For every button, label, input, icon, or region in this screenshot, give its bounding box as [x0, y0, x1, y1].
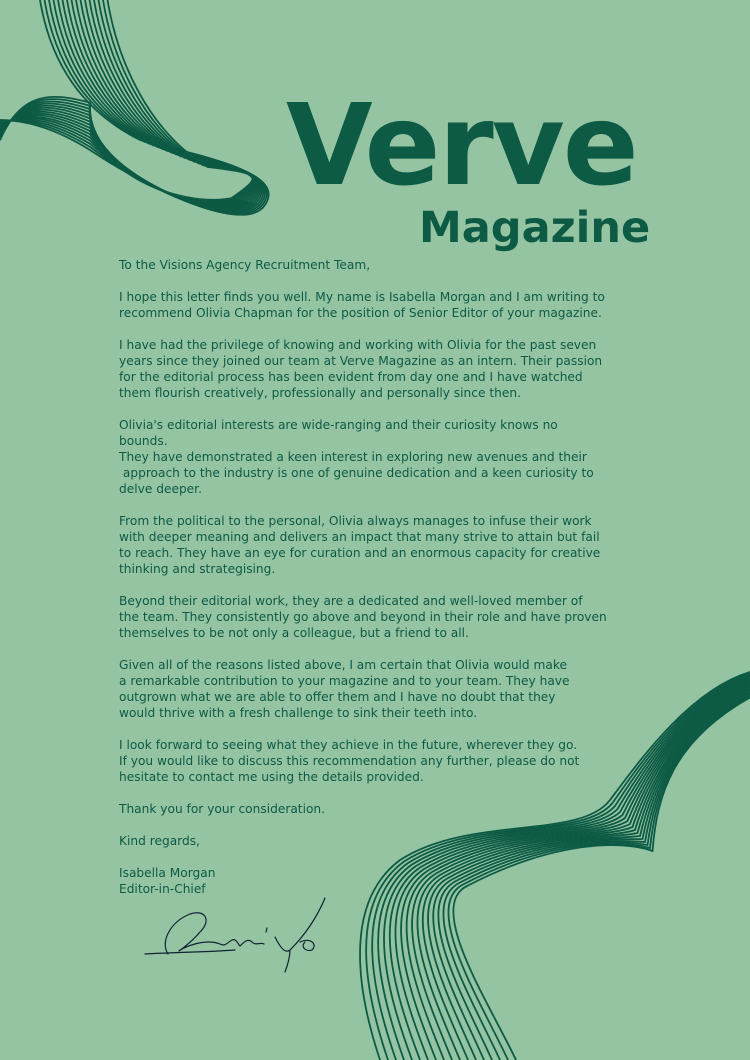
letter-paragraph: [119, 833, 639, 849]
letter-line: them flourish creatively, professionally and personally since then.: [119, 386, 521, 400]
letter-line: thinking and strategising.: [119, 562, 276, 576]
letter-line: Isabella Morgan: [119, 866, 216, 880]
letter-line: I hope this letter finds you well. My name is Isabella Morgan and I am writing to: [119, 290, 605, 304]
magazine-title: Verve: [286, 81, 637, 211]
letter-line: years since they joined our team at Verve Magazine as an intern. Their passion: [119, 354, 603, 368]
letter-line: hesitate to contact me using the details provided.: [119, 770, 424, 784]
letter-paragraph: [119, 801, 639, 817]
letter-line: To the Visions Agency Recruitment Team,: [119, 258, 371, 272]
letter-line: the team. They consistently go above and beyond in their role and have proven: [119, 610, 607, 624]
letter-line: delve deeper.: [119, 482, 202, 496]
letter-line: bounds.: [119, 434, 168, 448]
letter-paragraph: [119, 337, 639, 401]
letter-line: a remarkable contribution to your magazine and to your team. They have: [119, 674, 570, 688]
magazine-subtitle: Magazine: [419, 203, 651, 253]
letter-line: themselves to be not only a colleague, but a friend to all.: [119, 626, 469, 640]
letter-line: Olivia's editorial interests are wide-ranging and their curiosity knows no: [119, 418, 558, 432]
letter-paragraph: [119, 737, 639, 785]
letter-line: They have demonstrated a keen interest in exploring new avenues and their: [119, 450, 587, 464]
letter-paragraph: [119, 657, 639, 721]
letter-line: recommend Olivia Chapman for the position of Senior Editor of your magazine.: [119, 306, 602, 320]
letter-paragraph: [119, 513, 639, 577]
letter-paragraph: [119, 417, 639, 497]
letter-line: with deeper meaning and delivers an impact that many strive to attain but fail: [119, 530, 600, 544]
letter-line: I look forward to seeing what they achieve in the future, wherever they go.: [119, 738, 578, 752]
letter-paragraph: [119, 289, 639, 321]
letter-line: for the editorial process has been evident from day one and I have watched: [119, 370, 583, 384]
letter-line: Thank you for your consideration.: [119, 802, 326, 816]
letter-line: From the political to the personal, Olivia always manages to infuse their work: [119, 514, 592, 528]
letter-line: If you would like to discuss this recommendation any further, please do not: [119, 754, 580, 768]
letter-paragraph: [119, 257, 639, 273]
letter-body: [119, 257, 639, 913]
letter-line: Kind regards,: [119, 834, 200, 848]
letter-line: to reach. They have an eye for curation and an enormous capacity for creative: [119, 546, 601, 560]
letter-line: Editor-in-Chief: [119, 882, 206, 896]
letter-paragraph: [119, 593, 639, 641]
signature: [140, 892, 340, 982]
wave-line: [0, 0, 253, 201]
letter-line: Given all of the reasons listed above, I am certain that Olivia would make: [119, 658, 568, 672]
letter-line: would thrive with a fresh challenge to sink their teeth into.: [119, 706, 478, 720]
letter-line: approach to the industry is one of genuine dedication and a keen curiosity to: [119, 466, 594, 480]
letter-line: Beyond their editorial work, they are a dedicated and well-loved member of: [119, 594, 583, 608]
letter-line: I have had the privilege of knowing and working with Olivia for the past seven: [119, 338, 597, 352]
letter-line: outgrown what we are able to offer them and I have no doubt that they: [119, 690, 556, 704]
